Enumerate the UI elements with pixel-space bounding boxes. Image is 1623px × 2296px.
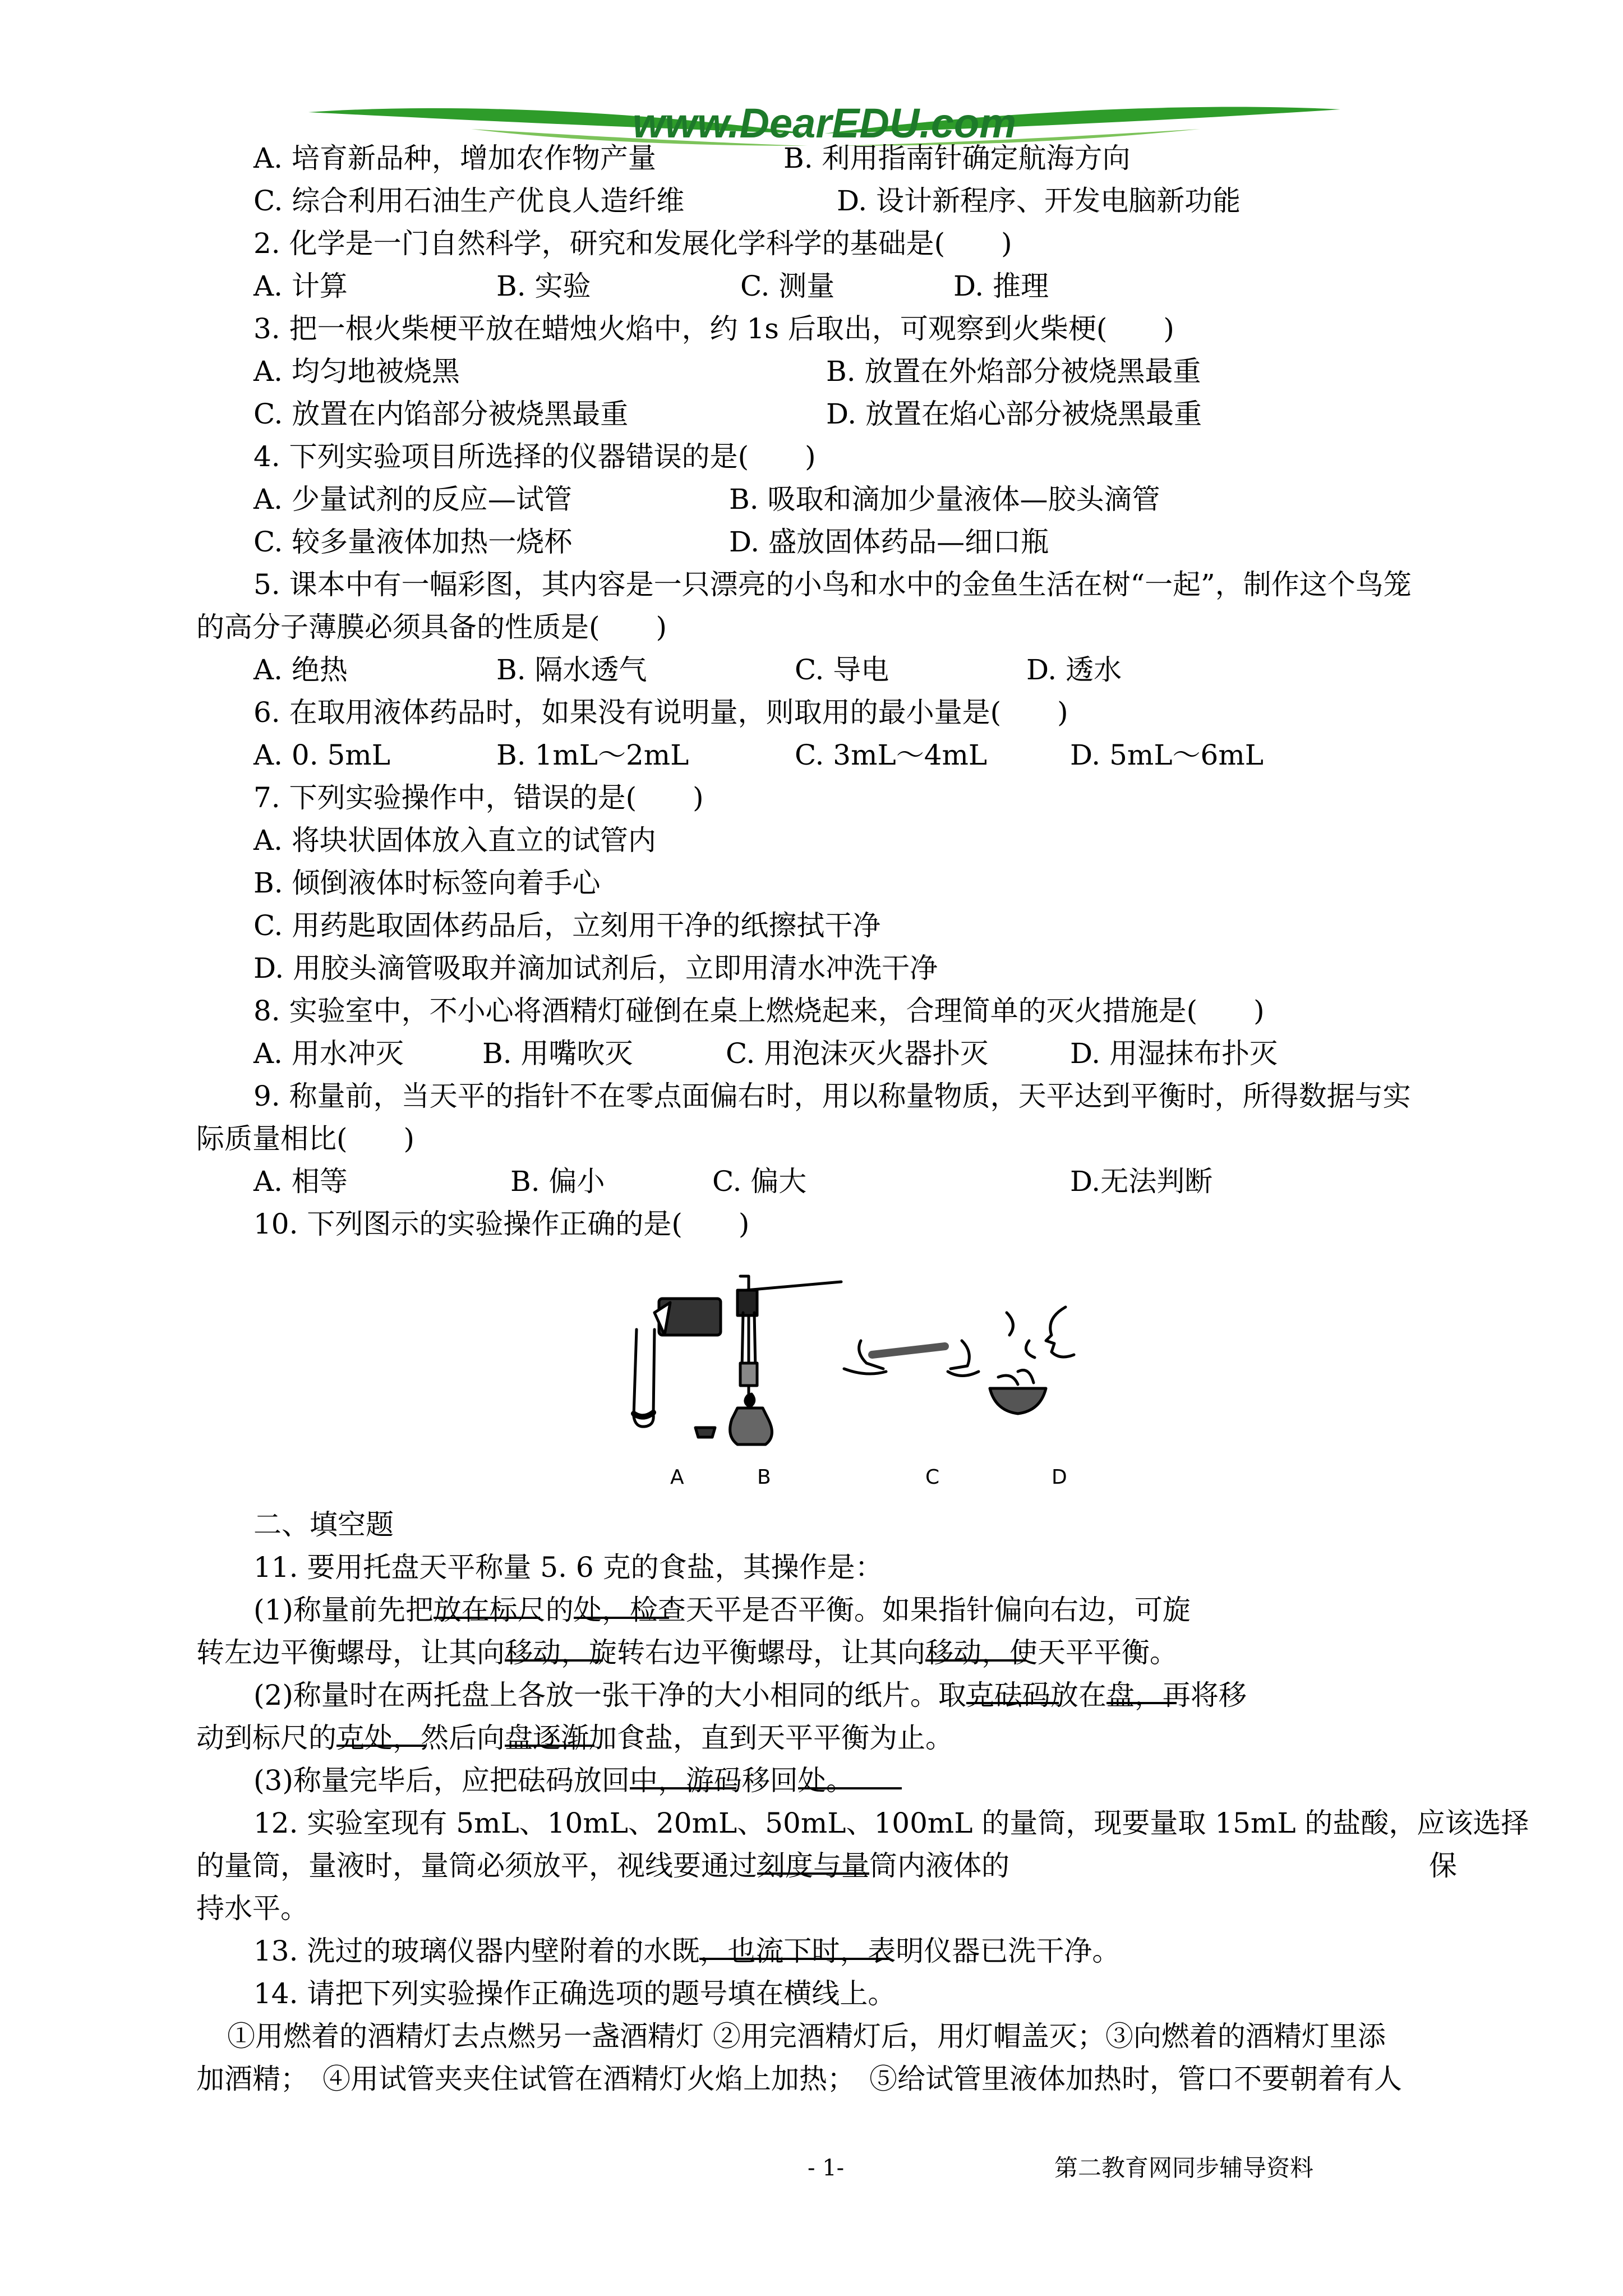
q4-option-a: A. 少量试剂的反应—试管 — [253, 483, 572, 516]
q3-option-d: D. 放置在焰心部分被烧黑最重 — [826, 398, 1202, 430]
q4-options-row2 — [0, 521, 1623, 563]
answer-blank[interactable] — [574, 1589, 669, 1619]
q5-option-d: D. 透水 — [1026, 654, 1122, 686]
q7-option-c: C. 用药匙取固体药品后，立刻用干净的纸擦拭干净 — [253, 909, 881, 942]
q2-option-a: A. 计算 — [253, 270, 348, 302]
q11-part1-line2: 转左边平衡螺母，让其向 移动，旋转右边平衡螺母，让其向 移动，使天平平衡。 — [0, 1631, 1623, 1674]
q4-option-d: D. 盛放固体药品—细口瓶 — [729, 526, 1049, 558]
q1-options-row1 — [0, 137, 1623, 180]
q5-stem-line1: 5. 课本中有一幅彩图，其内容是一只漂亮的小鸟和水中的金鱼生活在树“一起”，制作这个鸟笼 — [253, 568, 1412, 601]
q5-option-b: B. 隔水透气 — [496, 654, 647, 686]
q9-stem-line2: 际质量相比( ) — [196, 1122, 415, 1155]
q9-option-c: C. 偏大 — [712, 1165, 807, 1198]
q8-stem: 8. 实验室中，不小心将酒精灯碰倒在桌上燃烧起来，合理简单的灭火措施是( ) — [253, 995, 1265, 1027]
q12-line1: 12. 实验室现有 5mL、10mL、20mL、50mL、100mL 的量筒，现要量取 15mL 的盐酸，应该选择 — [253, 1807, 1529, 1839]
q6-option-d: D. 5mL～6mL — [1070, 739, 1264, 771]
q12-line2: 的量筒，量液时，量筒必须放平，视线要通过 刻度与量筒内液体的 保 — [0, 1844, 1623, 1887]
page-number: - 1- — [808, 2155, 845, 2181]
q8-options — [0, 1032, 1623, 1075]
q11-part1-line1: (1)称量前先把 放在标尺的 处，检查天平是否平衡。如果指针偏向右边，可旋 — [0, 1589, 1623, 1631]
header-logo-text: www.DearEDU.com — [633, 100, 1016, 146]
answer-blank[interactable] — [630, 1759, 736, 1789]
answer-blank[interactable] — [505, 1631, 603, 1662]
answer-blank[interactable] — [798, 1759, 902, 1789]
q2-options — [0, 265, 1623, 307]
q9-option-a: A. 相等 — [253, 1165, 348, 1198]
figure-label-c: C — [925, 1466, 940, 1489]
q3-option-a: A. 均匀地被烧黑 — [253, 355, 460, 388]
q14-stem: 14. 请把下列实验操作正确选项的题号填在横线上。 — [253, 1977, 896, 2010]
q11-part3: (3)称量完毕后，应把砝码放回 中，游码移回 处。 — [0, 1759, 1623, 1802]
q2-option-c: C. 测量 — [740, 270, 835, 302]
q9-stem-line1: 9. 称量前，当天平的指针不在零点面偏右时，用以称量物质，天平达到平衡时，所得数据与实 — [253, 1080, 1411, 1112]
q11-stem: 11. 要用托盘天平称量 5. 6 克的食盐，其操作是： — [253, 1551, 883, 1584]
q5-stem-line2: 的高分子薄膜必须具备的性质是( ) — [196, 611, 667, 643]
q6-option-c: C. 3mL～4mL — [795, 739, 988, 771]
q8-option-b: B. 用嘴吹灭 — [482, 1037, 633, 1070]
section2-title: 二、填空题 — [253, 1508, 394, 1541]
q3-options-row2 — [0, 393, 1623, 435]
q9-option-d: D.无法判断 — [1070, 1165, 1213, 1198]
figure-b-heating-icon — [730, 1276, 841, 1444]
answer-blank[interactable] — [966, 1674, 1059, 1704]
answer-blank[interactable] — [757, 1844, 869, 1875]
q7-option-a: A. 将块状固体放入直立的试管内 — [253, 824, 656, 857]
q1-option-d: D. 设计新程序、开发电脑新功能 — [837, 185, 1241, 217]
q5-options — [0, 648, 1623, 691]
q4-option-b: B. 吸取和滴加少量液体—胶头滴管 — [729, 483, 1160, 516]
answer-blank[interactable] — [336, 1717, 426, 1747]
q8-option-d: D. 用湿抹布扑灭 — [1070, 1037, 1278, 1070]
q6-options — [0, 734, 1623, 776]
q14-line2: 加酒精； ④用试管夹夹住试管在酒精灯火焰上加热； ⑤给试管里液体加热时，管口不要朝着有人 — [196, 2063, 1402, 2095]
q9-options — [0, 1160, 1623, 1203]
q6-option-b: B. 1mL～2mL — [496, 739, 689, 771]
figure-label-a: A — [670, 1466, 684, 1489]
q11-part2-line1: (2)称量时在两托盘上各放一张干净的大小相同的纸片。取 克砝码放在 盘，再将移 — [0, 1674, 1623, 1717]
q6-option-a: A. 0. 5mL — [253, 739, 390, 771]
q2-option-b: B. 实验 — [496, 270, 591, 302]
answer-blank[interactable] — [434, 1589, 540, 1619]
q4-option-c: C. 较多量液体加热一烧杯 — [253, 526, 573, 558]
q11-part2-line2: 动到标尺的 克处，然后向 盘逐渐加食盐，直到天平平衡为止。 — [0, 1717, 1623, 1759]
figure-d-smelling-icon — [990, 1307, 1074, 1414]
footer-source: 第二教育网同步辅导资料 — [1054, 2154, 1314, 2182]
q1-option-a: A. 培育新品种，增加农作物产量 — [253, 142, 656, 174]
q1-option-c: C. 综合利用石油生产优良人造纤维 — [253, 185, 685, 217]
lab-operations-figure — [603, 1257, 1108, 1492]
q3-options-row1 — [0, 350, 1623, 393]
q7-option-b: B. 倾倒液体时标签向着手心 — [253, 867, 601, 899]
q8-option-c: C. 用泡沫灭火器扑灭 — [726, 1037, 989, 1070]
q8-option-a: A. 用水冲灭 — [253, 1037, 404, 1070]
q13: 13. 洗过的玻璃仪器内壁附着的水既 ，也 流下时，表明仪器已洗干净。 — [0, 1930, 1623, 1972]
answer-blank[interactable] — [505, 1717, 594, 1747]
q3-option-b: B. 放置在外焰部分被烧黑最重 — [826, 355, 1201, 388]
q1-option-b: B. 利用指南针确定航海方向 — [783, 142, 1131, 174]
figure-label-b: B — [757, 1466, 771, 1489]
q7-option-d: D. 用胶头滴管吸取并滴加试剂后，立即用清水冲洗干净 — [253, 952, 938, 984]
q9-option-b: B. 偏小 — [510, 1165, 605, 1198]
q1-options-row2 — [0, 180, 1623, 222]
figure-label-d: D — [1052, 1466, 1067, 1489]
figure-a-pouring-icon — [634, 1299, 721, 1437]
q6-stem: 6. 在取用液体药品时，如果没有说明量，则取用的最小量是( ) — [253, 696, 1068, 729]
q5-option-c: C. 导电 — [795, 654, 889, 686]
q2-stem: 2. 化学是一门自然科学，研究和发展化学科学的基础是( ) — [253, 227, 1012, 260]
q10-stem: 10. 下列图示的实验操作正确的是( ) — [253, 1208, 750, 1240]
q3-stem: 3. 把一根火柴梗平放在蜡烛火焰中，约 1s 后取出，可观察到火柴梗( ) — [253, 312, 1174, 345]
q7-stem: 7. 下列实验操作中，错误的是( ) — [253, 781, 704, 814]
q12-line3: 持水平。 — [196, 1892, 308, 1925]
figure-c-tube-icon — [844, 1341, 979, 1376]
q3-option-c: C. 放置在内馅部分被烧黑最重 — [253, 398, 629, 430]
q5-option-a: A. 绝热 — [253, 654, 348, 686]
q4-stem: 4. 下列实验项目所选择的仪器错误的是( ) — [253, 440, 816, 473]
q2-option-d: D. 推理 — [953, 270, 1049, 302]
answer-blank[interactable] — [1106, 1674, 1177, 1704]
q4-options-row1 — [0, 478, 1623, 521]
answer-blank[interactable] — [925, 1631, 1026, 1662]
q14-line1: ①用燃着的酒精灯去点燃另一盏酒精灯 ②用完酒精灯后，用灯帽盖灭；③向燃着的酒精灯里添 — [227, 2020, 1386, 2053]
answer-blank[interactable] — [755, 1930, 890, 1960]
